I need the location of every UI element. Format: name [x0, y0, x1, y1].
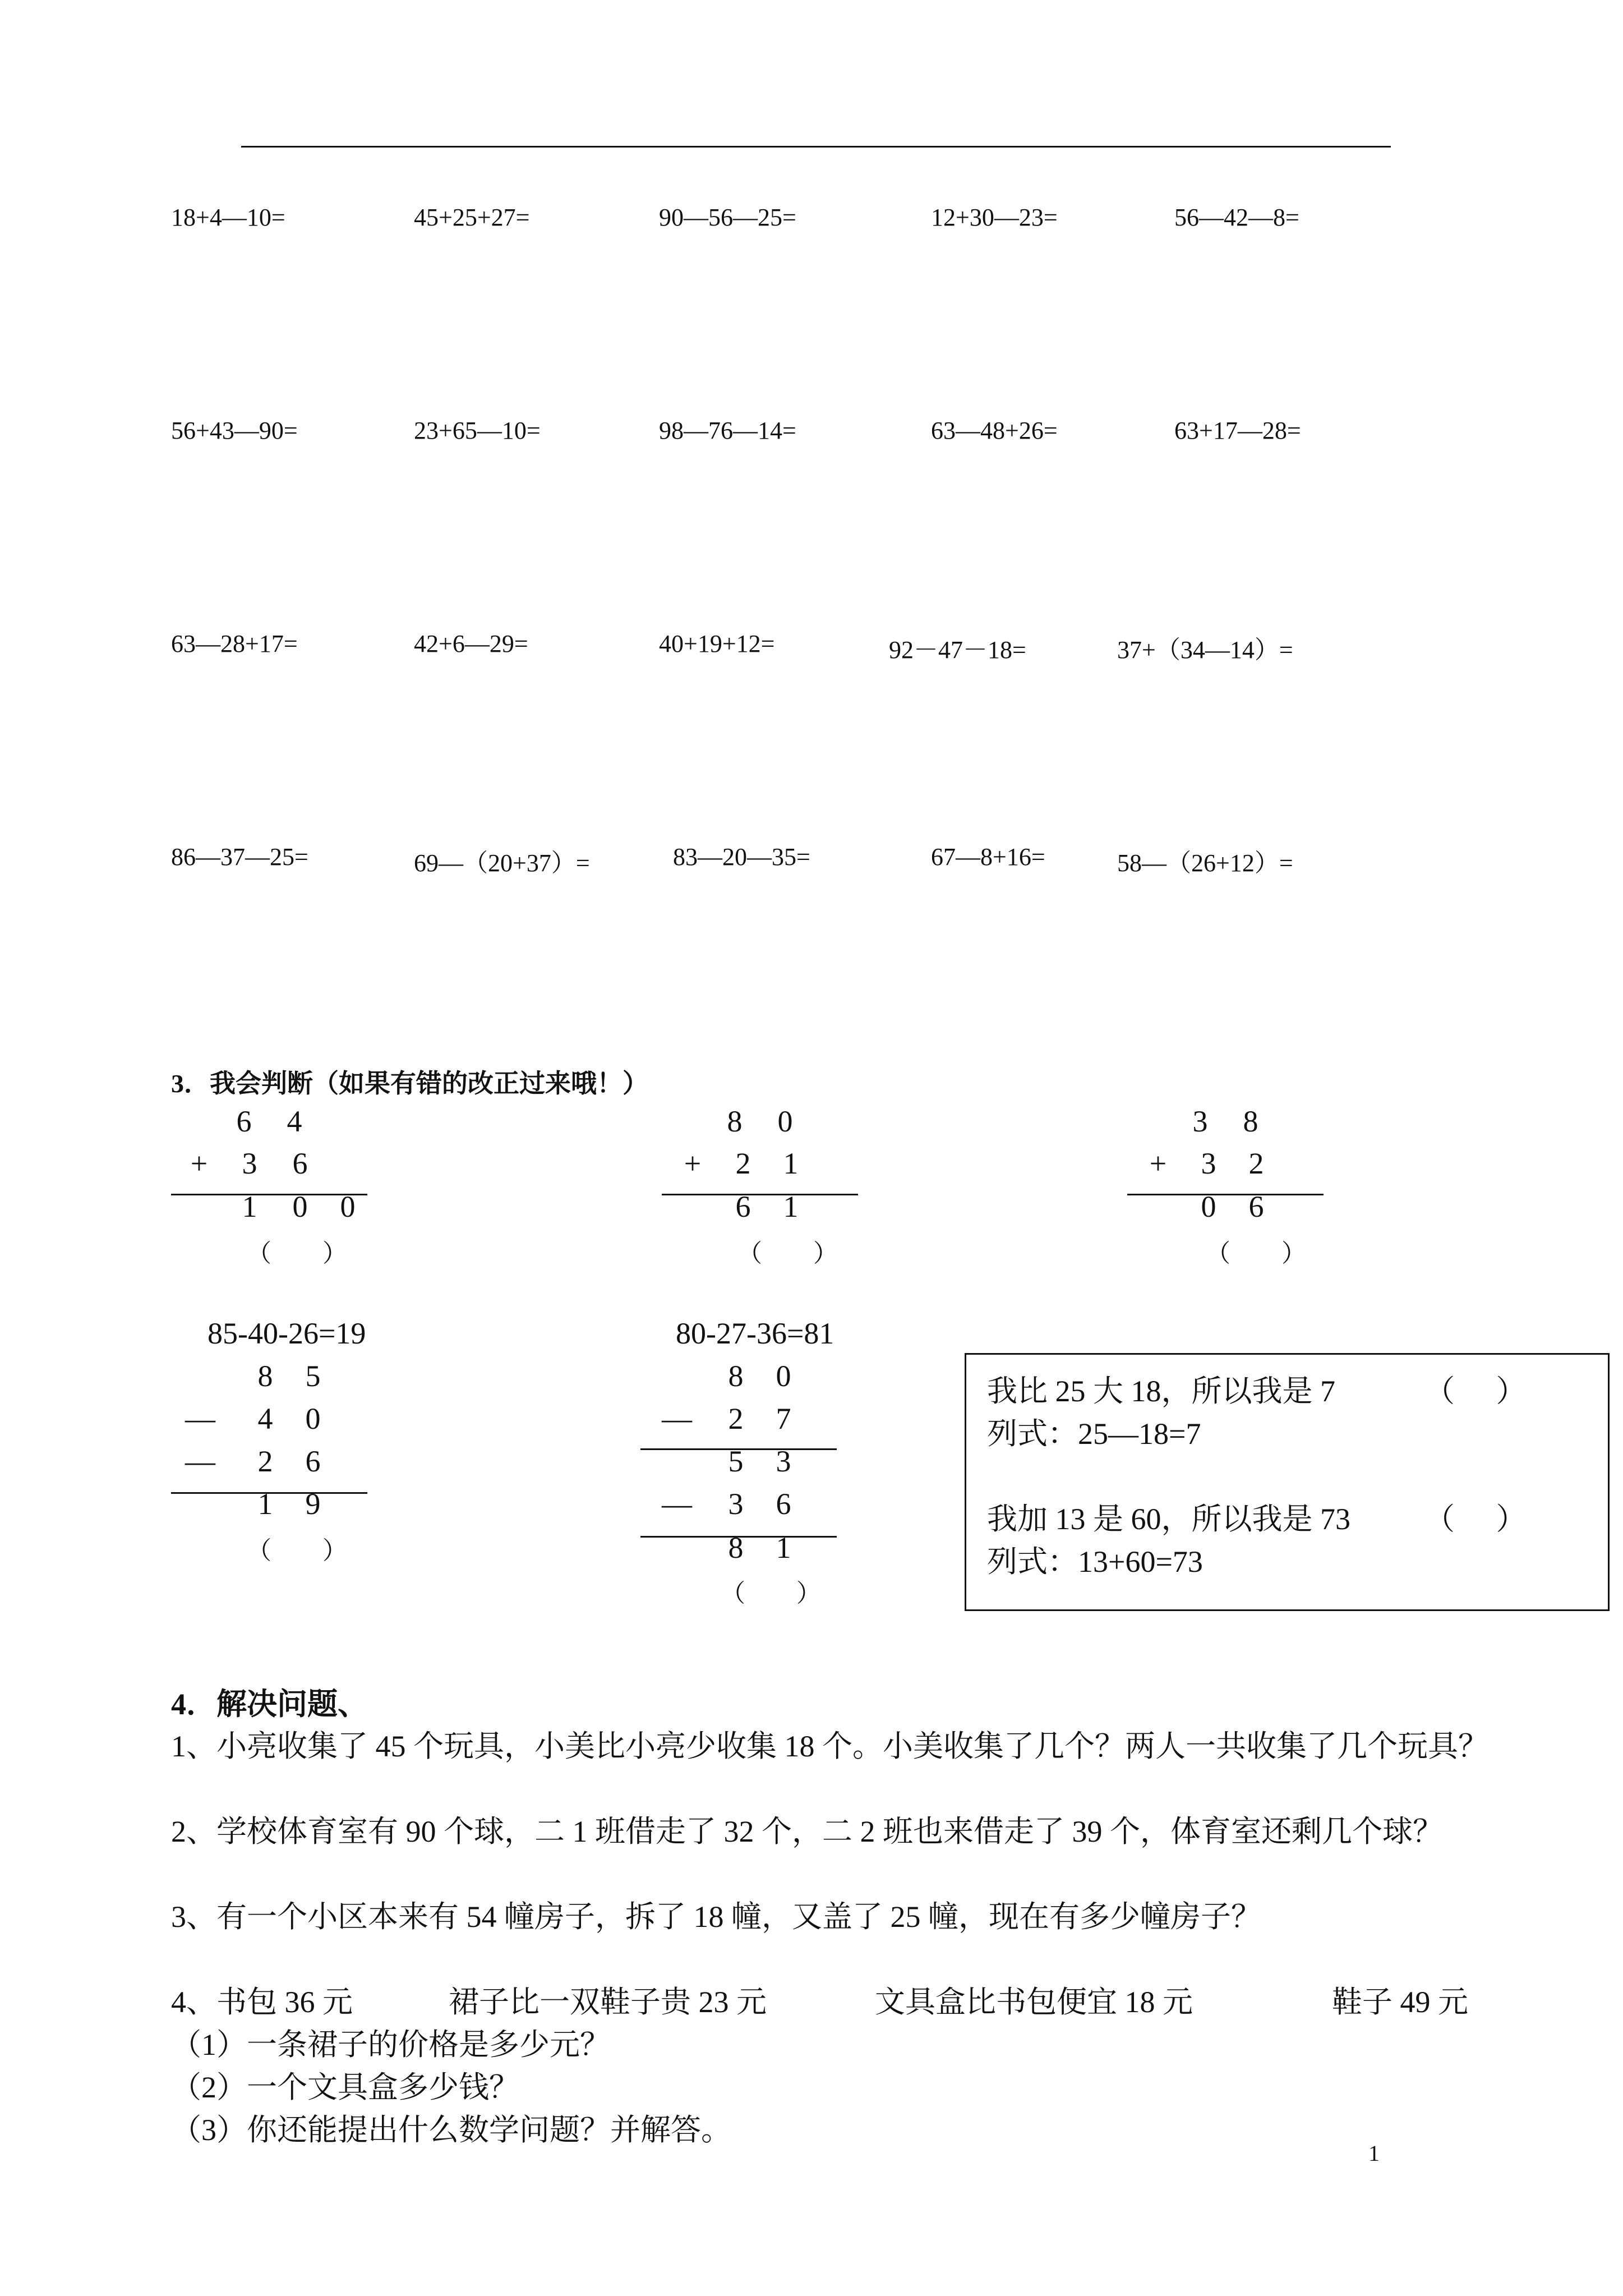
problem-3: 3、有一个小区本来有 54 幢房子，拆了 18 幢，又盖了 25 幢，现在有多少幢房子？ [171, 1900, 1261, 1934]
expression: 92－47－18= [889, 636, 1026, 664]
judge-parentheses[interactable]: （ ） [1424, 1502, 1543, 1536]
digit: 0 [292, 1190, 308, 1223]
digit: 6 [236, 1105, 252, 1138]
digit: 2 [1248, 1147, 1264, 1180]
digit: 2 [257, 1444, 273, 1478]
digit: 8 [728, 1531, 744, 1565]
digit: 8 [1243, 1105, 1258, 1138]
expression: 40+19+12= [659, 630, 775, 657]
operator: — [662, 1402, 692, 1435]
problem-4-item: 裙子比一双鞋子贵 23 元 [449, 1985, 767, 2019]
chain-equation: 85-40-26=19 [208, 1317, 366, 1350]
digit: 1 [257, 1487, 273, 1521]
chain-equation: 80-27-36=81 [676, 1317, 834, 1350]
operator: + [1149, 1147, 1167, 1180]
expression: 63+17—28= [1174, 417, 1301, 444]
sum-line [662, 1194, 858, 1195]
digit: 0 [305, 1402, 321, 1435]
expression: 63—48+26= [931, 417, 1058, 444]
digit: 0 [340, 1190, 356, 1223]
problem-4-item: 鞋子 49 元 [1332, 1985, 1468, 2019]
expression: 69—（20+37）= [414, 849, 590, 877]
digit: 1 [242, 1190, 257, 1223]
digit: 6 [292, 1147, 308, 1180]
digit: 3 [1201, 1147, 1216, 1180]
problem-4-item: 4、书包 36 元 [171, 1985, 353, 2019]
top-rule [241, 146, 1391, 148]
sum-line [1127, 1194, 1324, 1195]
expression: 23+65—10= [414, 417, 541, 444]
problem-4-item: 文具盒比书包便宜 18 元 [875, 1985, 1193, 2019]
digit: 6 [776, 1487, 791, 1521]
expression: 42+6—29= [414, 630, 528, 657]
judge-parentheses[interactable]: （ ） [737, 1240, 860, 1267]
operator: — [185, 1402, 215, 1435]
expression: 12+30—23= [931, 204, 1058, 231]
judge-parentheses[interactable]: （ ） [1206, 1240, 1329, 1267]
digit: 2 [735, 1147, 751, 1180]
problem-4-sub-2: （2）一个文具盒多少钱？ [171, 2070, 519, 2104]
operator: + [684, 1147, 702, 1180]
digit: 4 [287, 1105, 302, 1138]
formula-1: 列式：25—18=7 [987, 1417, 1201, 1451]
operator: — [662, 1487, 692, 1521]
digit: 3 [1192, 1105, 1208, 1138]
judge-parentheses[interactable]: （ ） [721, 1580, 843, 1607]
digit: 0 [776, 1359, 791, 1393]
digit: 8 [257, 1359, 273, 1393]
expression: 83—20—35= [673, 843, 810, 871]
expression: 37+（34—14）= [1117, 636, 1293, 664]
digit: 5 [728, 1444, 744, 1478]
digit: 3 [776, 1444, 791, 1478]
digit: 1 [783, 1190, 799, 1223]
operator: — [185, 1444, 215, 1478]
expression: 90—56—25= [659, 204, 796, 231]
expression: 56—42—8= [1174, 204, 1299, 231]
digit: 6 [1248, 1190, 1264, 1223]
digit: 6 [305, 1444, 321, 1478]
judge-parentheses[interactable]: （ ） [247, 1537, 370, 1565]
page-number: 1 [1368, 2141, 1380, 2166]
statement-1: 我比 25 大 18，所以我是 7 [987, 1374, 1335, 1408]
digit: 3 [728, 1487, 744, 1521]
digit: 0 [1201, 1190, 1216, 1223]
digit: 6 [735, 1190, 751, 1223]
digit: 3 [242, 1147, 257, 1180]
judge-parentheses[interactable]: （ ） [1424, 1374, 1543, 1408]
digit: 0 [777, 1105, 793, 1138]
section-4-title: 4．解决问题、 [171, 1687, 368, 1721]
statement-2: 我加 13 是 60，所以我是 73 [987, 1502, 1350, 1536]
digit: 5 [305, 1359, 321, 1393]
expression: 45+25+27= [414, 204, 530, 231]
problem-1: 1、小亮收集了 45 个玩具，小美比小亮少收集 18 个。小美收集了几个？两人一共收集了几个玩具？ [171, 1729, 1488, 1763]
operator: + [190, 1147, 208, 1180]
digit: 1 [783, 1147, 799, 1180]
problem-2: 2、学校体育室有 90 个球，二 1 班借走了 32 个，二 2 班也来借走了 39 个，体育室还剩几个球？ [171, 1815, 1443, 1848]
expression: 18+4—10= [171, 204, 285, 231]
digit: 9 [305, 1487, 321, 1521]
digit: 1 [776, 1531, 791, 1565]
expression: 63—28+17= [171, 630, 298, 657]
digit: 4 [257, 1402, 273, 1435]
digit: 8 [728, 1359, 744, 1393]
expression: 98—76—14= [659, 417, 796, 444]
expression: 58—（26+12）= [1117, 849, 1293, 877]
expression: 67—8+16= [931, 843, 1045, 871]
judge-parentheses[interactable]: （ ） [247, 1240, 370, 1267]
problem-4-sub-3: （3）你还能提出什么数学问题？并解答。 [171, 2113, 731, 2147]
problem-4-sub-1: （1）一条裙子的价格是多少元？ [171, 2028, 610, 2062]
digit: 7 [776, 1402, 791, 1435]
section-3-title: 3．我会判断（如果有错的改正过来哦！） [171, 1069, 648, 1098]
digit: 8 [727, 1105, 743, 1138]
digit: 2 [728, 1402, 744, 1435]
expression: 56+43—90= [171, 417, 298, 444]
expression: 86—37—25= [171, 843, 308, 871]
formula-2: 列式：13+60=73 [987, 1545, 1203, 1579]
